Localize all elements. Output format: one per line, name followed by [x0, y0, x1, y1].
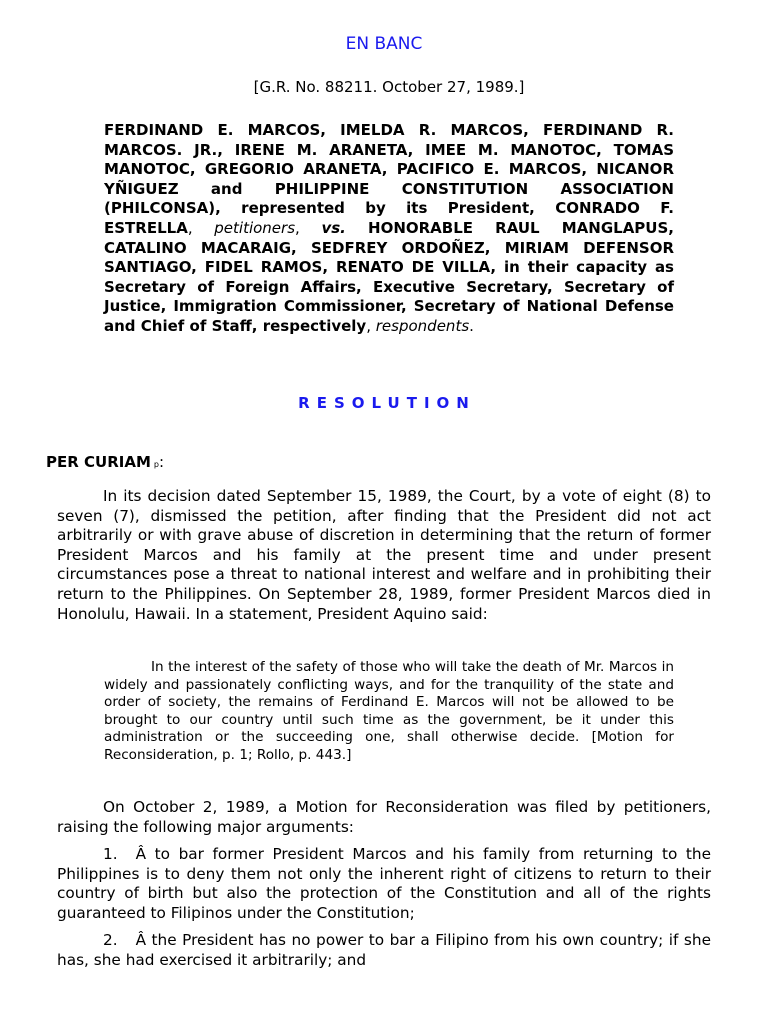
separator: ,	[187, 218, 215, 237]
court-division: EN BANC	[345, 34, 423, 54]
footnote-mark[interactable]: p	[153, 460, 159, 469]
argument-item-1	[57, 845, 711, 923]
body-paragraph-1: In its decision dated September 15, 1989, the Court, by a vote of eight (8) to seven (7), dismissed the petition, after finding that the President did not act arbitrarily or with grave abuse of discretion in determining that the return of former President Marcos and his family at the present time and under present circumstances pose a threat to national interest and welfare and in prohibiting their return to the Philippines. On September 28, 1989, former President Marcos died in Honolulu, Hawaii. In a statement, President Aquino said:	[57, 487, 711, 623]
argument-item-2	[57, 931, 711, 970]
separator: ,	[295, 218, 322, 237]
respondents-names: HONORABLE RAUL MANGLAPUS, CATALINO MACARAIG, SEDFREY ORDOÑEZ, MIRIAM DEFENSOR SANTIAGO, FIDEL RAMOS, RENATO DE VILLA, in their capacity as Secretary of Foreign Affairs, Executive Secretary, Secretary of Justice, Immigration Commissioner, Secretary of National Defense and Chief of Staff, respectively	[104, 218, 674, 335]
argument-text: Â to bar former President Marcos and his family from returning to the Philippines is to deny them not only the inherent right of citizens to return to their country of birth but also the protection of the Constitution and all of the rights guaranteed to Filipinos under the Constitution;	[57, 845, 711, 922]
petitioners-label: petitioners	[214, 218, 296, 237]
block-quote: In the interest of the safety of those who will take the death of Mr. Marcos in widely and passionately conflicting ways, and for the tranquility of the state and order of society, the remains of Ferdinand E. Marcos will not be allowed to be brought to our country until such time as the government, be it under this administration or the succeeding one, shall otherwise decide. [Motion for Reconsideration, p. 1; Rollo, p. 443.]	[104, 659, 674, 763]
argument-number: 1.	[103, 845, 118, 863]
ponente-colon: :	[158, 453, 165, 471]
respondents-label: respondents	[375, 316, 470, 335]
body-paragraph-2: On October 2, 1989, a Motion for Reconsideration was filed by petitioners, raising the following major arguments:	[57, 798, 711, 836]
versus-label: vs.	[321, 218, 346, 237]
ponente-label: PER CURIAM	[46, 453, 151, 471]
case-number: [G.R. No. 88211. October 27, 1989.]	[253, 78, 525, 96]
period: .	[469, 316, 474, 335]
petitioners-names: FERDINAND E. MARCOS, IMELDA R. MARCOS, FERDINAND R. MARCOS. JR., IRENE M. ARANETA, IMEE M. MANOTOC, TOMAS MANOTOC, GREGORIO ARANETA, PACIFICO E. MARCOS, NICANOR YÑIGUEZ and PHILIPPINE CONSTITUTION ASSOCIATION (PHILCONSA), represented by its President, CONRADO F. ESTRELLA	[104, 121, 674, 237]
document-title: RESOLUTION	[298, 394, 476, 412]
argument-number: 2.	[103, 931, 118, 949]
separator: ,	[366, 316, 376, 335]
ponente-heading	[46, 453, 164, 471]
argument-text: Â the President has no power to bar a Filipino from his own country; if she has, she had exercised it arbitrarily; and	[57, 931, 711, 969]
case-parties	[104, 121, 674, 337]
